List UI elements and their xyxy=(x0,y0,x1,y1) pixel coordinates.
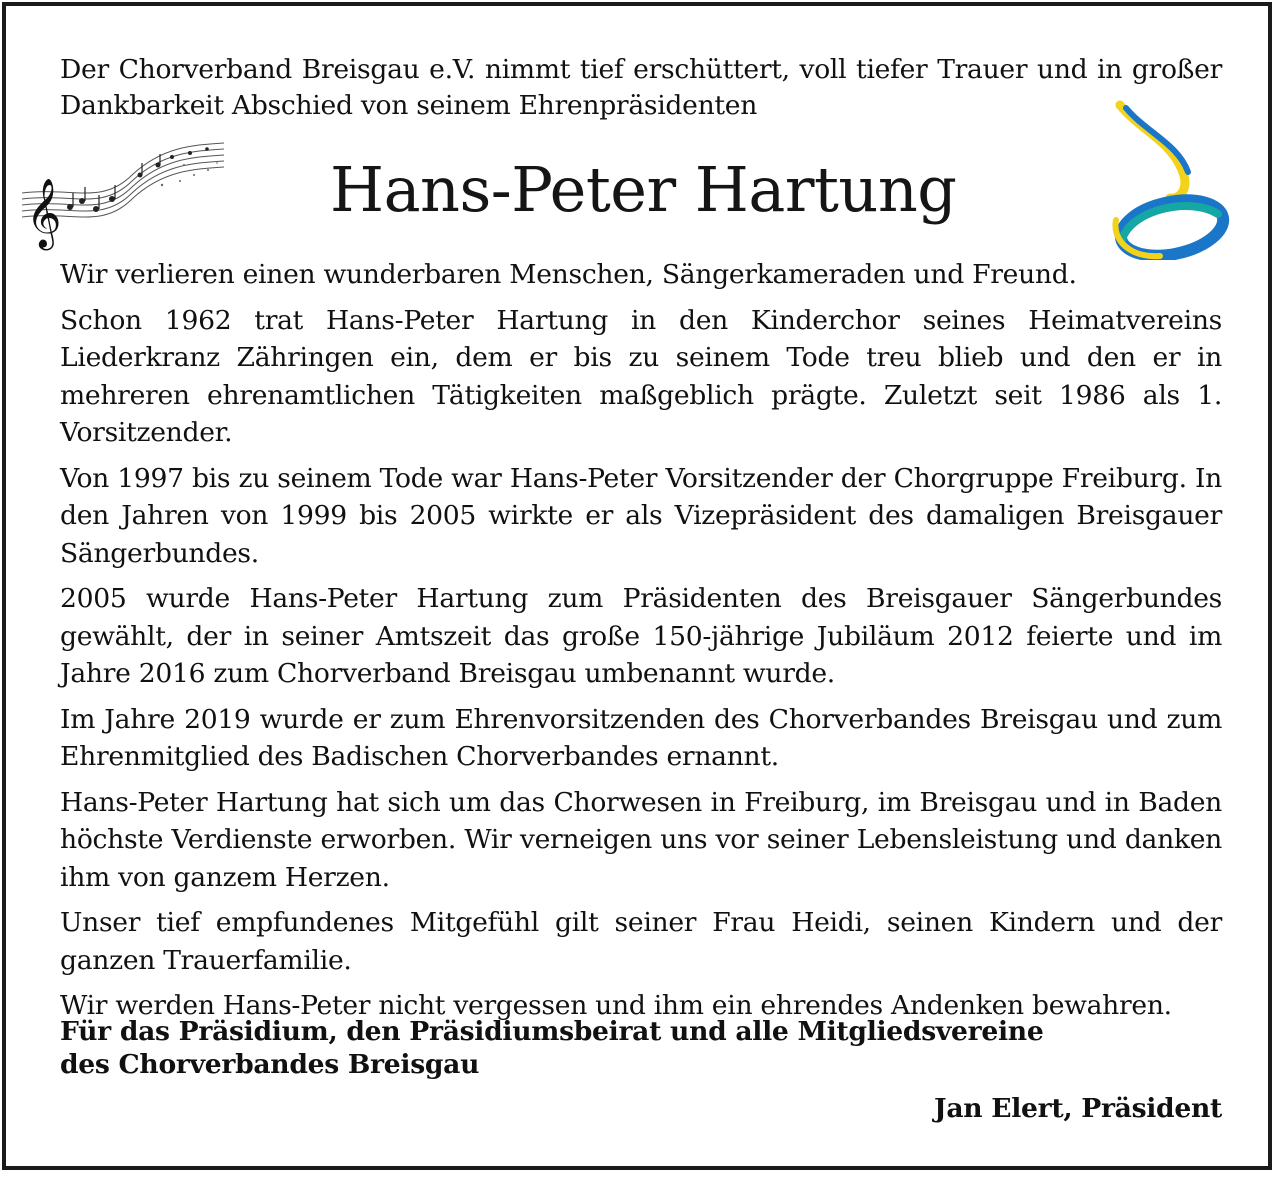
svg-text:𝄞: 𝄞 xyxy=(26,178,62,248)
chorverband-logo-icon xyxy=(1100,100,1230,260)
notice-body xyxy=(60,256,1222,1033)
paragraph: Hans-Peter Hartung hat sich um das Chorwesen in Freiburg, im Breisgau und in Baden höchste Verdienste erworben. Wir verneigen uns vor seiner Lebensleistung und danken ihm von ganzem Herzen. xyxy=(60,786,1222,893)
deceased-name: Hans-Peter Hartung xyxy=(330,153,957,226)
paragraph: 2005 wurde Hans-Peter Hartung zum Präsidenten des Breisgauer Sängerbundes gewählt, der in seiner Amtszeit das große 150-jährige Jubiläum 2012 feierte und im Jahre 2016 zum Chorverband Breisgau umbenannt wurde. xyxy=(60,583,1222,689)
paragraph: Unser tief empfundenes Mitgefühl gilt seiner Frau Heidi, seinen Kindern und der ganzen Trauerfamilie. xyxy=(60,907,1222,976)
intro-text: Der Chorverband Breisgau e.V. nimmt tief erschüttert, voll tiefer Trauer und in großer Dankbarkeit Abschied von seinem Ehrenpräsidenten xyxy=(60,54,1222,121)
signer: Jan Elert, Präsident xyxy=(934,1093,1222,1124)
paragraph: Im Jahre 2019 wurde er zum Ehrenvorsitzenden des Chorverbandes Breisgau und zum Ehrenmitglied des Badischen Chorverbandes ernannt. xyxy=(60,703,1222,772)
paragraph: Wir verlieren einen wunderbaren Menschen, Sängerkameraden und Freund. xyxy=(60,259,1077,290)
music-notes-icon xyxy=(12,135,227,253)
paragraph: Schon 1962 trat Hans-Peter Hartung in den Kinderchor seines Heimatvereins Liederkranz Zähringen ein, dem er bis zu seinem Tode treu blieb und den er in mehreren ehrenamtlichen Tätigkeiten maßgeblich prägte. Zuletzt seit 1986 als 1. Vorsitzender. xyxy=(60,304,1222,448)
paragraph: Von 1997 bis zu seinem Tode war Hans-Peter Vorsitzender der Chorgruppe Freiburg. In den Jahren von 1999 bis 2005 wirkte er als Vizepräsident des damaligen Breisgauer Sängerbundes. xyxy=(60,462,1222,569)
closing-line: Für das Präsidium, den Präsidiumsbeirat und alle Mitgliedsvereine xyxy=(60,1016,1044,1047)
paragraph: Wir werden Hans-Peter nicht vergessen und ihm ein ehrendes Andenken bewahren. xyxy=(60,990,1172,1021)
closing-line: des Chorverbandes Breisgau xyxy=(60,1049,480,1080)
closing-block xyxy=(60,1015,1060,1081)
